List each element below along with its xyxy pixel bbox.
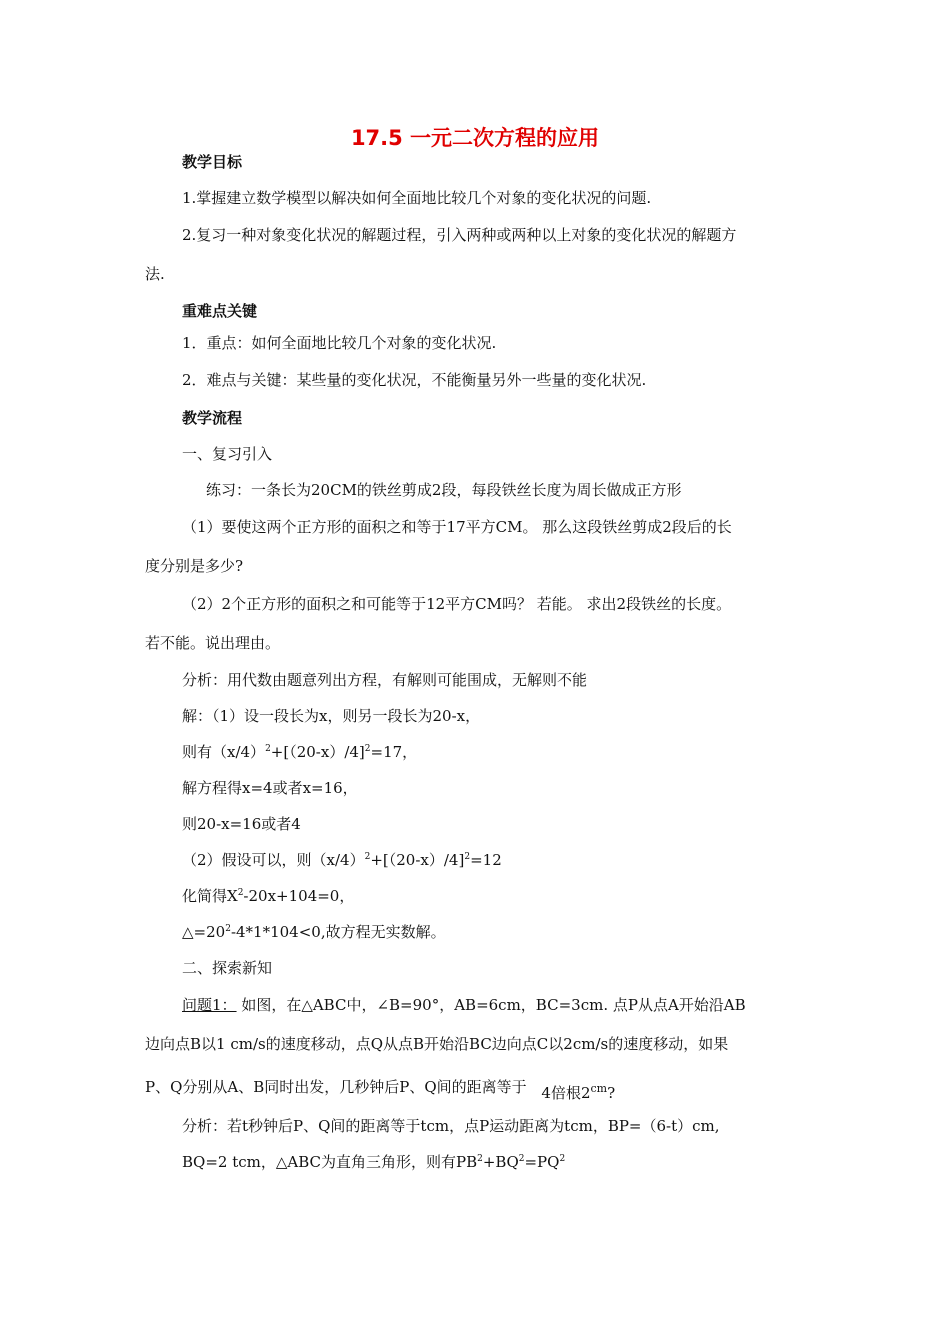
problem-label: 问题1： bbox=[182, 996, 237, 1014]
solution-line-1: 解：（1）设一段长为x，则另一段长为20-x， bbox=[182, 707, 481, 725]
exercise-text: 练习：一条长为20CM的铁丝剪成2段，每段铁丝长度为周长做成正方形 bbox=[206, 481, 682, 499]
problem-line-3: P、Q分别从A、B同时出发，几秒钟后P、Q间的距离等于 4倍根2cm? bbox=[145, 1078, 616, 1102]
solution-line-6: 化简得$X^2-20x+104=0$， bbox=[182, 887, 355, 905]
solution-line-7: $\triangle=20^2-4*1*104<0$,故方程无实数解。 bbox=[182, 923, 446, 941]
solution-line-4: 则20-x=16或者4 bbox=[182, 815, 301, 833]
goals-heading: 教学目标 bbox=[182, 153, 243, 171]
key-heading: 重难点关键 bbox=[182, 302, 258, 320]
flow-heading: 教学流程 bbox=[182, 409, 243, 427]
analysis-2-line-1: 分析：若t秒钟后P、Q间的距离等于tcm，点P运动距离为tcm，BP=（6-t）cm, bbox=[182, 1117, 720, 1135]
solution-line-5: （2）假设可以，则$(x/4)^2+[(20-x)/4]^2=12$ bbox=[182, 851, 502, 869]
problem-line-2: 边向点B以1 cm/s的速度移动，点Q从点B开始沿BC边向点C以2cm/s的速度移动，如果 bbox=[145, 1035, 729, 1053]
solution-line-2: 则有$(x/4)^2+[(20-x)/4]^2=17$， bbox=[182, 743, 418, 761]
key-point-1: 1．重点：如何全面地比较几个对象的变化状况. bbox=[182, 334, 497, 352]
page-title: 17.5 一元二次方程的应用 bbox=[350, 126, 600, 150]
question-1-line-1: （1）要使这两个正方形的面积之和等于17平方CM。 那么这段铁丝剪成2段后的长 bbox=[182, 518, 732, 536]
goal-2-line-2: 法. bbox=[145, 265, 165, 283]
goal-1: 1.掌握建立数学模型以解决如何全面地比较几个对象的变化状况的问题. bbox=[182, 189, 652, 207]
part-1-heading: 一、复习引入 bbox=[182, 445, 273, 463]
goal-2-line-1: 2.复习一种对象变化状况的解题过程，引入两种或两种以上对象的变化状况的解题方 bbox=[182, 226, 737, 244]
question-1-line-2: 度分别是多少? bbox=[145, 557, 244, 575]
question-2-line-1: （2）2个正方形的面积之和可能等于12平方CM吗？ 若能。 求出2段铁丝的长度。 bbox=[182, 595, 732, 613]
problem-line-1: 问题1： 如图，在△ABC中，∠B=90°，AB=6cm，BC=3cm. 点P从点A开始沿AB bbox=[182, 996, 746, 1014]
key-point-2: 2．难点与关键：某些量的变化状况，不能衡量另外一些量的变化状况. bbox=[182, 371, 647, 389]
part-2-heading: 二、探索新知 bbox=[182, 959, 273, 977]
solution-line-3: 解方程得x=4或者x=16， bbox=[182, 779, 358, 797]
analysis-text: 分析：用代数由题意列出方程，有解则可能围成，无解则不能 bbox=[182, 671, 588, 689]
analysis-2-line-2: BQ=2 tcm，△ABC为直角三角形，则有$PB^2+BQ^2=PQ^2$ bbox=[182, 1153, 566, 1171]
question-2-line-2: 若不能。说出理由。 bbox=[145, 634, 281, 652]
